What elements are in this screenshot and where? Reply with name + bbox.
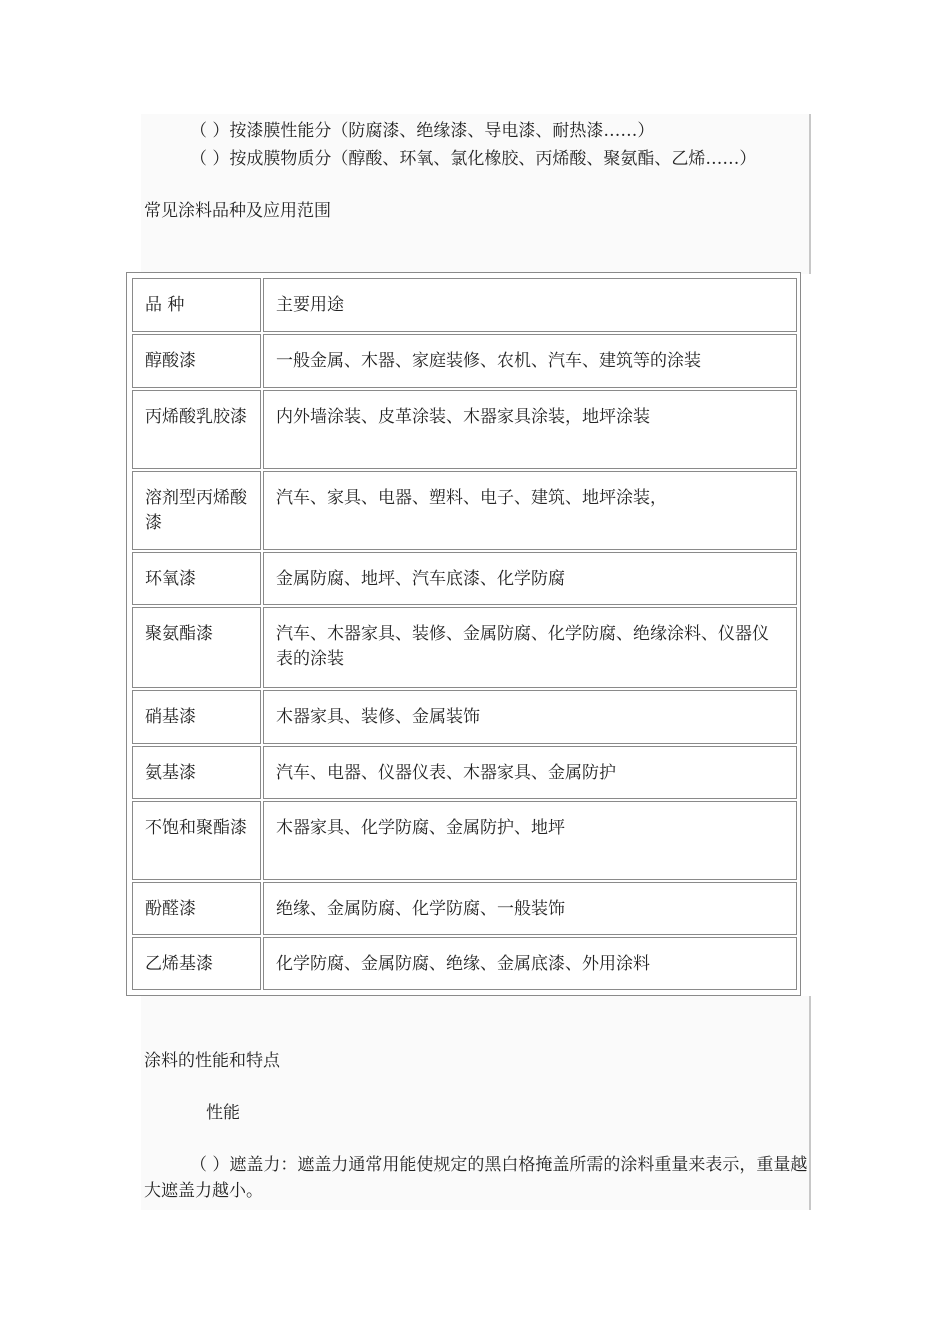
section-title-performance-features: 涂料的性能和特点 — [144, 1051, 280, 1071]
use-cell: 木器家具、化学防腐、金属防护、地坪 — [263, 801, 797, 880]
subheading-performance: 性能 — [206, 1103, 240, 1123]
use-cell: 木器家具、装修、金属装饰 — [263, 690, 797, 744]
table-header-row — [132, 278, 797, 332]
variety-cell: 酚醛漆 — [132, 882, 261, 935]
table-row — [132, 801, 797, 880]
use-cell: 汽车、电器、仪器仪表、木器家具、金属防护 — [263, 746, 797, 799]
use-cell: 一般金属、木器、家庭装修、农机、汽车、建筑等的涂装 — [263, 334, 797, 388]
header-variety: 品 种 — [132, 278, 261, 332]
table-row — [132, 471, 797, 550]
variety-cell: 醇酸漆 — [132, 334, 261, 388]
variety-cell: 氨基漆 — [132, 746, 261, 799]
variety-cell: 硝基漆 — [132, 690, 261, 744]
table-row — [132, 390, 797, 469]
use-cell: 汽车、家具、电器、塑料、电子、建筑、地坪涂装， — [263, 471, 797, 550]
table-row — [132, 690, 797, 744]
paragraph-hiding-power: （ ）遮盖力：遮盖力通常用能使规定的黑白格掩盖所需的涂料重量来表示，重量越大遮盖力越小。 — [144, 1155, 808, 1201]
use-cell: 汽车、木器家具、装修、金属防腐、化学防腐、绝缘涂料、仪器仪表的涂装 — [263, 607, 797, 688]
table-row — [132, 882, 797, 935]
table-row — [132, 552, 797, 605]
table-row — [132, 334, 797, 388]
variety-cell: 不饱和聚酯漆 — [132, 801, 261, 880]
variety-cell: 环氧漆 — [132, 552, 261, 605]
use-cell: 绝缘、金属防腐、化学防腐、一般装饰 — [263, 882, 797, 935]
table-row — [132, 937, 797, 990]
header-main-use: 主要用途 — [263, 278, 797, 332]
table-row — [132, 746, 797, 799]
classification-line-film-substance: （ ）按成膜物质分（醇酸、环氧、氯化橡胶、丙烯酸、聚氨酯、乙烯……） — [190, 149, 757, 169]
variety-cell: 聚氨酯漆 — [132, 607, 261, 688]
use-cell: 内外墙涂装、皮革涂装、木器家具涂装，地坪涂装 — [263, 390, 797, 469]
variety-cell: 丙烯酸乳胶漆 — [132, 390, 261, 469]
use-cell: 化学防腐、金属防腐、绝缘、金属底漆、外用涂料 — [263, 937, 797, 990]
section-title-coating-varieties: 常见涂料品种及应用范围 — [144, 201, 331, 221]
use-cell: 金属防腐、地坪、汽车底漆、化学防腐 — [263, 552, 797, 605]
table-row — [132, 607, 797, 688]
variety-cell: 乙烯基漆 — [132, 937, 261, 990]
coating-varieties-table — [126, 272, 801, 996]
classification-line-film-performance: （ ）按漆膜性能分（防腐漆、绝缘漆、导电漆、耐热漆……） — [190, 121, 655, 141]
variety-cell: 溶剂型丙烯酸漆 — [132, 471, 261, 550]
